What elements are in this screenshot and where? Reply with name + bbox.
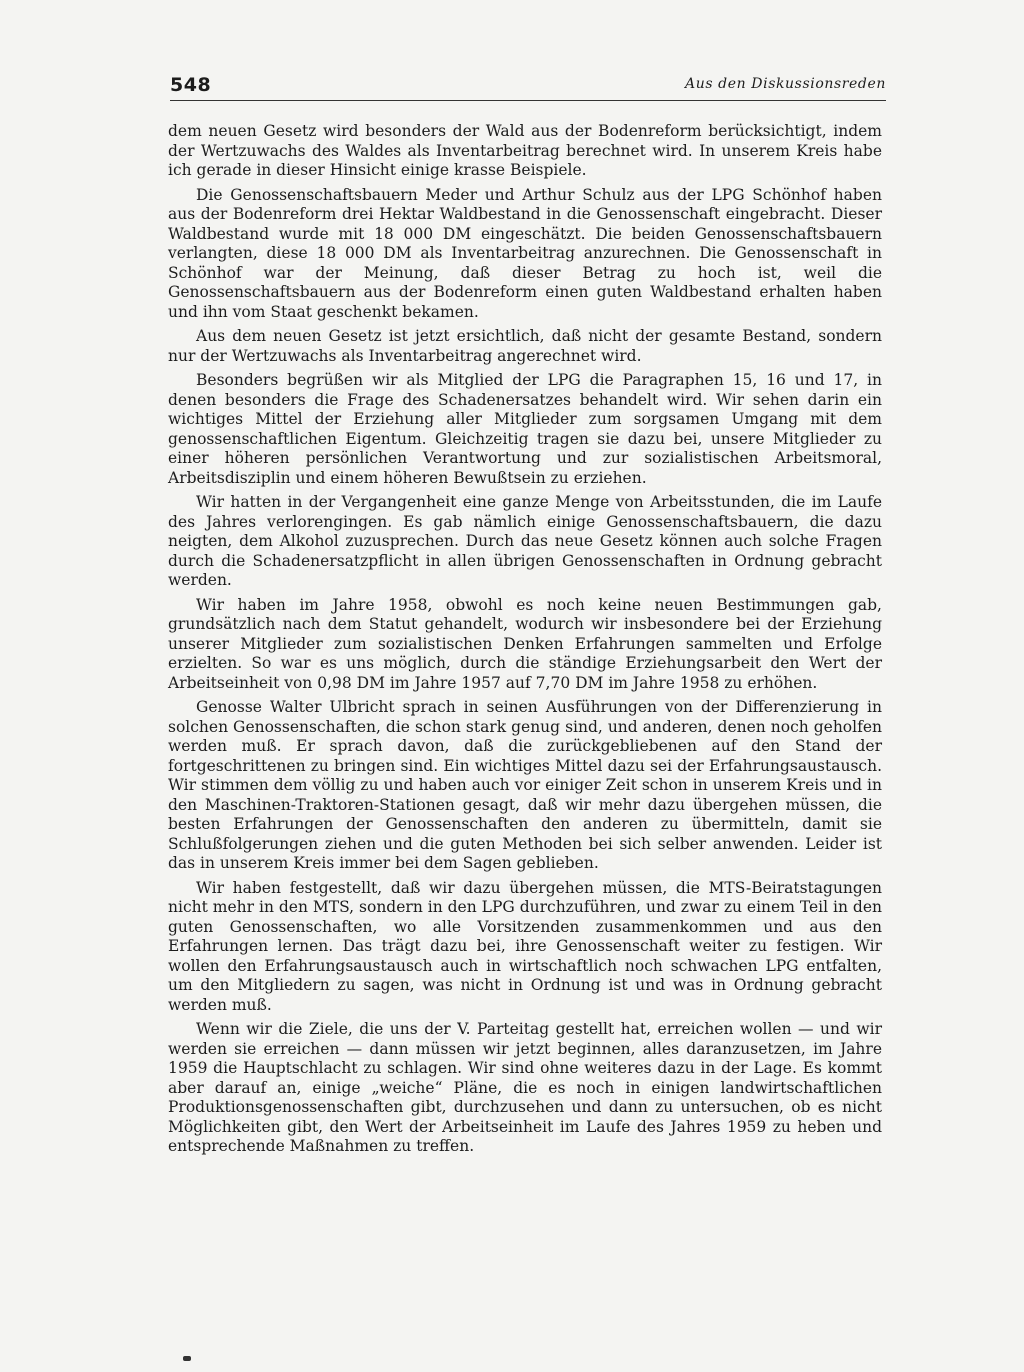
paragraph: Wir haben im Jahre 1958, obwohl es noch keine neuen Bestimmungen gab, grundsätzlich nach dem Statut gehandelt, wodurch wir insbesondere bei der Erziehung unserer Mitglieder zum sozialistischen Denken Erfahrungen sammelten und Erfolge erzielten. So war es uns möglich, durch die ständige Erziehungsarbeit den Wert der Arbeitseinheit von 0,98 DM im Jahre 1957 auf 7,70 DM im Jahre 1958 zu erhöhen. — [168, 595, 882, 692]
paragraph: Aus dem neuen Gesetz ist jetzt ersichtlich, daß nicht der gesamte Bestand, sondern nur der Wertzuwachs als Inventarbeitrag angerechnet wird. — [168, 327, 882, 365]
page-header — [170, 70, 886, 101]
paragraph: Wir hatten in der Vergangenheit eine ganze Menge von Arbeitsstunden, die im Laufe des Jahres verlorengingen. Es gab nämlich einige Genossenschaftsbauern, die dazu neigten, dem Alkohol zuzusprechen. Durch das neue Gesetz können auch solche Fragen durch die Schadenersatzpflicht in allen übrigen Genossenschaften in Ordnung gebracht werden. — [168, 493, 882, 589]
paragraph: dem neuen Gesetz wird besonders der Wald aus der Bodenreform berücksichtigt, indem der Wertzuwachs des Waldes als Inventarbeitrag berechnet wird. In unserem Kreis habe ich gerade in dieser Hinsicht einige krasse Beispiele. — [168, 122, 882, 179]
scan-speck — [183, 1356, 191, 1361]
paragraph: Wir haben festgestellt, daß wir dazu übergehen müssen, die MTS-Beiratstagungen nicht mehr in den MTS, sondern in den LPG durchzuführen, und zwar zu einem Teil in den guten Genossenschaften, wo alle Vorsitzenden zusammenkommen und aus den Erfahrungen lernen. Das trägt dazu bei, ihre Genossenschaft weiter zu festigen. Wir wollen den Erfahrungsaustausch auch in wirtschaftlich noch schwachen LPG entfalten, um den Mitgliedern zu sagen, was nicht in Ordnung ist und was in Ordnung gebracht werden muß. — [168, 878, 882, 1014]
body-text — [168, 122, 882, 1162]
paragraph: Die Genossenschaftsbauern Meder und Arthur Schulz aus der LPG Schönhof haben aus der Bodenreform drei Hektar Waldbestand in die Genossenschaft eingebracht. Dieser Waldbestand wurde mit 18 000 DM eingeschätzt. Die beiden Genossenschaftsbauern verlangten, diese 18 000 DM als Inventarbeitrag anzurechnen. Die Genossenschaft in Schönhof war der Meinung, daß dieser Betrag zu hoch ist, weil die Genossenschaftsbauern aus der Bodenreform einen guten Waldbestand erhalten haben und ihn vom Staat geschenkt bekamen. — [168, 185, 882, 321]
paragraph: Genosse Walter Ulbricht sprach in seinen Ausführungen von der Differenzierung in solchen Genossenschaften, die schon stark genug sind, und anderen, denen noch geholfen werden muß. Er sprach davon, daß die zurückgebliebenen auf den Stand der fortgeschrittenen zu bringen sind. Ein wichtiges Mittel dazu sei der Erfahrungsaustausch. Wir stimmen dem völlig zu und haben auch vor einiger Zeit schon in unserem Kreis und in den Maschinen-Traktoren-Stationen gesagt, daß wir mehr dazu übergehen müssen, die besten Erfahrungen der Genossenschaften den anderen zu übermitteln, damit sie Schlußfolgerungen ziehen und die guten Methoden bei sich selber anwenden. Leider ist das in unserem Kreis immer bei dem Sagen geblieben. — [168, 698, 882, 872]
running-head: Aus den Diskussionsreden — [685, 76, 886, 92]
page-number: 548 — [170, 74, 212, 96]
paragraph: Besonders begrüßen wir als Mitglied der LPG die Paragraphen 15, 16 und 17, in denen besonders die Frage des Schadenersatzes behandelt wird. Wir sehen darin ein wichtiges Mittel der Erziehung aller Mitglieder zum sorgsamen Umgang mit dem genossenschaftlichen Eigentum. Gleichzeitig tragen sie dazu bei, unsere Mitglieder zu einer höheren persönlichen Verantwortung und zur sozialistischen Arbeitsmoral, Arbeitsdisziplin und einem höheren Bewußtsein zu erziehen. — [168, 371, 882, 487]
paragraph: Wenn wir die Ziele, die uns der V. Parteitag gestellt hat, erreichen wollen — und wir werden sie erreichen — dann müssen wir jetzt beginnen, alles daranzusetzen, im Jahre 1959 die Hauptschlacht zu schlagen. Wir sind ohne weiteres dazu in der Lage. Es kommt aber darauf an, einige „weiche“ Pläne, die es noch in einigen landwirtschaftlichen Produktionsgenossenschaften gibt, durchzusehen und dann zu untersuchen, ob es nicht Möglichkeiten gibt, den Wert der Arbeitseinheit im Laufe des Jahres 1959 zu heben und entsprechende Maßnahmen zu treffen. — [168, 1020, 882, 1155]
